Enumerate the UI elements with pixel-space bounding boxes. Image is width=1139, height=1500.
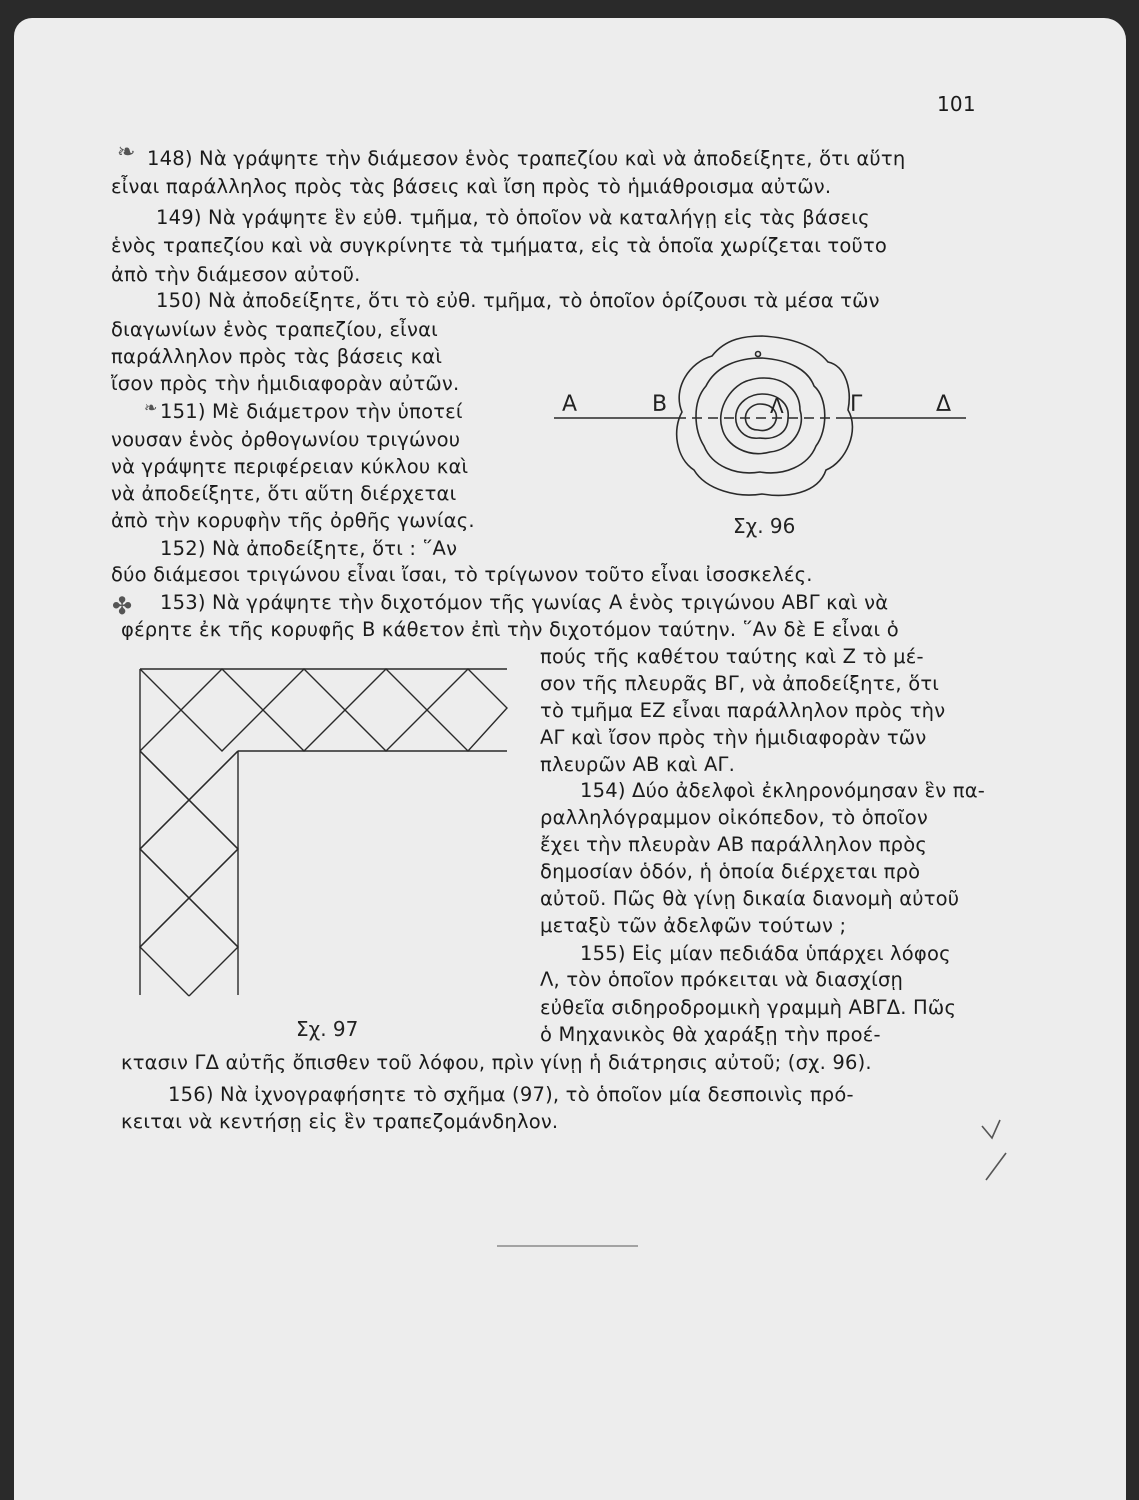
problem-150-line: διαγωνίων ἑνὸς τραπεζίου, εἶναι [111,318,438,341]
problem-149-line: ἀπὸ τὴν διάμεσον αὐτοῦ. [111,263,361,286]
problem-153-line: ΑΓ καὶ ἴσον πρὸς τὴν ἡμιδιαφορὰν τῶν [540,726,927,749]
figure-96-label-a: Α [562,392,578,417]
problem-154-line: μεταξὺ τῶν ἀδελφῶν τούτων ; [540,914,847,937]
problem-149-line: ἑνὸς τραπεζίου καὶ νὰ συγκρίνητε τὰ τμήματα, εἰς τὰ ὁποῖα χωρίζεται τοῦτο [111,234,888,257]
problem-154-line: ἔχει τὴν πλευρὰν ΑΒ παράλληλον πρὸς [540,833,927,856]
problem-153-line: τὸ τμῆμα ΕΖ εἶναι παράλληλον πρὸς τὴν [540,699,946,722]
problem-154-line: δημοσίαν ὁδόν, ἡ ὁποία διέρχεται πρὸ [540,860,921,883]
margin-mark-icon: ❧ [144,398,158,417]
problem-156-line: 156) Νὰ ἰχνογραφήσητε τὸ σχῆμα (97), τὸ ὁποῖον μία δεσποινὶς πρό- [168,1083,854,1106]
problem-151-line: νὰ ἀποδείξητε, ὅτι αὕτη διέρχεται [111,482,457,505]
problem-153-line: πούς τῆς καθέτου ταύτης καὶ Ζ τὸ μέ- [540,645,924,668]
figure-96-caption: Σχ. 96 [733,514,796,538]
problem-156-line: κειται νὰ κεντήσῃ εἰς ἓν τραπεζομάνδηλον. [121,1110,559,1133]
problem-150-line: 150) Νὰ ἀποδείξητε, ὅτι τὸ εὐθ. τμῆμα, τὸ ὁποῖον ὁρίζουσι τὰ μέσα τῶν [156,289,880,312]
pencil-stroke [986,1153,1006,1180]
page-number: 101 [937,92,976,116]
problem-153-line: φέρητε ἐκ τῆς κορυφῆς Β κάθετον ἐπὶ τὴν διχοτόμον ταύτην. ῞Αν δὲ Ε εἶναι ὁ [121,618,899,641]
problem-151-line: 151) Μὲ διάμετρον τὴν ὑποτεί [160,400,463,423]
problem-154-line: 154) Δύο ἀδελφοὶ ἐκληρονόμησαν ἓν πα- [580,779,986,802]
problem-153-line: σον τῆς πλευρᾶς ΒΓ, νὰ ἀποδείξητε, ὅτι [540,672,940,695]
problem-151-line: νὰ γράψητε περιφέρειαν κύκλου καὶ [111,455,469,478]
problem-153-line: 153) Νὰ γράψητε τὴν διχοτόμον τῆς γωνίας Α ἑνὸς τριγώνου ΑΒΓ καὶ νὰ [160,591,889,614]
problem-152-line: δύο διάμεσοι τριγώνου εἶναι ἴσαι, τὸ τρίγωνον τοῦτο εἶναι ἰσοσκελές. [111,563,813,586]
problem-148-line: εἶναι παράλληλος πρὸς τὰς βάσεις καὶ ἴση πρὸς τὸ ἡμιάθροισμα αὐτῶν. [111,175,832,198]
stamp-mark-icon: ✤ [112,592,133,620]
problem-154-line: ραλληλόγραμμον οἰκόπεδον, τὸ ὁποῖον [540,806,929,829]
figure-96-label-b: Β [652,392,668,417]
figure-96-label-lambda: Λ [770,394,784,418]
problem-154-line: αὐτοῦ. Πῶς θὰ γίνῃ δικαία διανομὴ αὐτοῦ [540,887,960,910]
problem-150-line: ἴσον πρὸς τὴν ἡμιδιαφορὰν αὐτῶν. [111,372,460,395]
problem-151-line: ἀπὸ τὴν κορυφὴν τῆς ὀρθῆς γωνίας. [111,509,475,532]
figure-96-label-g: Γ [850,392,863,417]
margin-mark-icon: ❧ [117,140,136,165]
problem-155-line: ὁ Μηχανικὸς θὰ χαράξῃ τὴν προέ- [540,1023,881,1046]
figure-97-caption: Σχ. 97 [296,1017,359,1041]
problem-152-line: 152) Νὰ ἀποδείξητε, ὅτι : ῞Αν [160,537,458,560]
problem-155-line: κτασιν ΓΔ αὐτῆς ὄπισθεν τοῦ λόφου, πρὶν γίνῃ ἡ διάτρησις αὐτοῦ; (σχ. 96). [121,1051,872,1074]
problem-151-line: νουσαν ἑνὸς ὀρθογωνίου τριγώνου [111,428,461,451]
check-mark-icon [982,1120,1000,1138]
problem-150-line: παράλληλον πρὸς τὰς βάσεις καὶ [111,345,443,368]
problem-155-line: Λ, τὸν ὁποῖον πρόκειται νὰ διασχίσῃ [540,968,904,991]
problem-148-line: 148) Νὰ γράψητε τὴν διάμεσον ἑνὸς τραπεζίου καὶ νὰ ἀποδείξητε, ὅτι αὕτη [147,147,906,170]
problem-149-line: 149) Νὰ γράψητε ἓν εὐθ. τμῆμα, τὸ ὁποῖον νὰ καταλήγῃ εἰς τὰς βάσεις [156,206,870,229]
problem-153-line: πλευρῶν ΑΒ καὶ ΑΓ. [540,753,735,776]
problem-155-line: εὐθεῖα σιδηροδρομικὴ γραμμὴ ΑΒΓΔ. Πῶς [540,996,957,1019]
problem-155-line: 155) Εἰς μίαν πεδιάδα ὑπάρχει λόφος [580,942,951,965]
figure-96-label-d: Δ [936,392,952,417]
